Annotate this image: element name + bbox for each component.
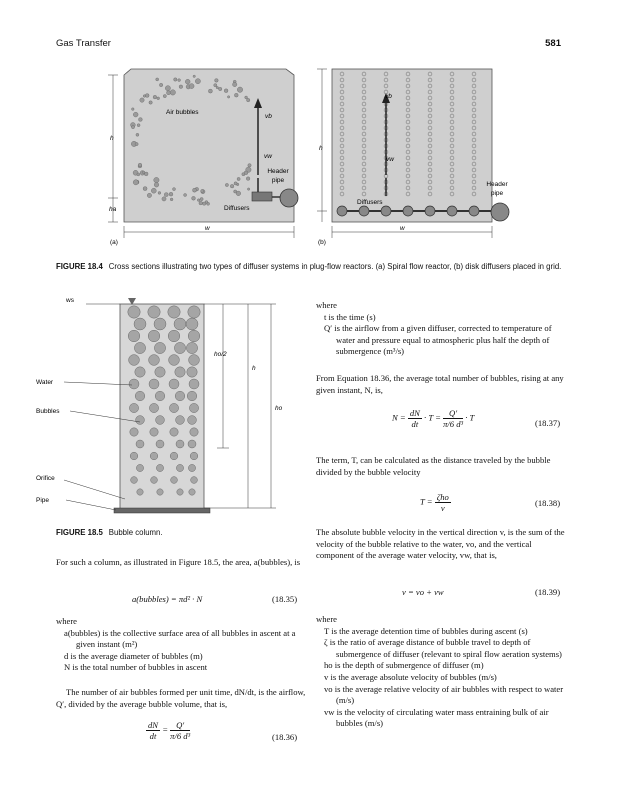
air-bubble xyxy=(164,193,168,197)
bubble xyxy=(188,306,200,318)
ho-half-dimension: ho/2 xyxy=(214,351,227,358)
bubble xyxy=(129,403,138,412)
bubble xyxy=(189,379,199,389)
bubble xyxy=(157,489,163,495)
bubble xyxy=(135,367,145,377)
disk-diffuser xyxy=(359,206,369,216)
air-bubble xyxy=(245,96,248,99)
bubble xyxy=(128,330,140,342)
bubble xyxy=(176,464,183,471)
vb-label-b: vb xyxy=(385,93,392,100)
bubble xyxy=(188,440,196,448)
right-definitions-2: where T is the average detention time of bubbles during ascent (s) ζ is the ratio of average distance of bubble travel to depth of submergence of diffuser (relevant to spiral flow aeration systems) ho is the depth of submergence of diffuser (m) v is the average absolute velocity of bubbles (m/s) vo is the average relative velocity of air bubbles with respect to water (m/s) vw is the velocity of circulating water mass entraining bulk of air bubbles (m/s) xyxy=(316,614,566,730)
bubble xyxy=(174,318,186,330)
air-bubble xyxy=(247,98,250,101)
ws-label: ws xyxy=(66,297,74,304)
bubble xyxy=(186,342,197,353)
air-bubble xyxy=(163,95,166,98)
equation-18-35-number: (18.35) xyxy=(272,594,298,604)
air-bubble xyxy=(143,187,147,191)
air-bubble xyxy=(200,198,203,201)
air-bubble xyxy=(208,89,212,93)
header-pipe-label-a2: pipe xyxy=(271,177,285,184)
figure-18-4 xyxy=(0,0,617,260)
left-paragraph-2: The number of air bubbles formed per unit time, dN/dt, is the airflow, Q′, divided by the average bubble volume, that is, xyxy=(56,687,306,709)
water-label: Water xyxy=(36,379,54,386)
panel-b-tag: (b) xyxy=(318,239,326,246)
def-T: T is the average detention time of bubbles during ascent (s) xyxy=(324,625,528,636)
bubble xyxy=(136,464,143,471)
air-bubble xyxy=(139,118,143,122)
bubble xyxy=(187,367,197,377)
vw-label-b: vw xyxy=(386,156,394,163)
bubble xyxy=(148,306,160,318)
bubble xyxy=(136,416,145,425)
def-N: N is the total number of bubbles in ascent xyxy=(64,662,208,673)
bubble xyxy=(189,403,198,412)
h-dimension-b: h xyxy=(319,145,323,152)
page-number: 581 xyxy=(545,38,561,49)
bubble xyxy=(169,403,178,412)
air-bubble xyxy=(224,89,228,93)
bubble xyxy=(176,440,184,448)
bubble xyxy=(187,391,197,401)
disk-diffuser xyxy=(447,206,457,216)
air-bubble xyxy=(132,108,135,111)
figure-18-5-caption xyxy=(56,527,163,538)
equation-18-39-number: (18.39) xyxy=(535,587,561,597)
air-bubble xyxy=(169,192,173,196)
equation-18-37-number: (18.37) xyxy=(535,418,561,428)
air-bubble xyxy=(138,163,142,167)
air-bubble xyxy=(201,189,204,192)
bubble xyxy=(150,428,158,436)
bubble xyxy=(156,440,164,448)
air-bubble xyxy=(219,87,222,90)
ha-dimension: ha xyxy=(109,206,117,213)
air-bubble xyxy=(227,96,229,98)
bubble xyxy=(191,477,198,484)
bubble xyxy=(170,452,178,460)
air-bubble xyxy=(173,188,176,191)
air-bubble xyxy=(136,133,139,136)
bubble xyxy=(154,318,166,330)
air-bubble xyxy=(154,177,159,182)
right-paragraph-3: The absolute bubble velocity in the vertical direction v, is the sum of the velocity of the bubble relative to the water, vo, and the vertical component of the average water velocity, vw, that is, xyxy=(316,527,565,561)
w-dimension-b: w xyxy=(400,225,405,232)
air-bubbles-label: Air bubbles xyxy=(166,109,199,116)
air-bubble xyxy=(170,90,175,95)
bubble xyxy=(188,330,200,342)
orifice-label: Orifice xyxy=(36,475,55,482)
caption-label: FIGURE 18.5 xyxy=(56,528,103,537)
equation-18-35: a(bubbles) = πd² · N xyxy=(132,594,203,604)
header-pipe-label-a1: Header xyxy=(267,168,289,175)
h-dimension: h xyxy=(252,365,256,372)
bubble xyxy=(156,464,163,471)
disk-diffuser-grid-diagram xyxy=(317,69,509,238)
equation-18-36-number: (18.36) xyxy=(272,732,298,742)
bubble xyxy=(169,355,180,366)
def-d: d is the average diameter of bubbles (m) xyxy=(64,650,203,661)
def-vw: vw is the velocity of circulating water mass entraining bulk of air bubbles (m/s) xyxy=(324,706,549,729)
air-bubble xyxy=(178,79,181,82)
bubble xyxy=(148,330,160,342)
air-bubble xyxy=(153,95,157,99)
air-bubble xyxy=(203,202,206,205)
def-vo: vo is the average relative velocity of air bubbles with respect to water (m/s) xyxy=(324,683,564,706)
air-bubble xyxy=(184,194,187,197)
air-bubble xyxy=(151,188,156,193)
left-intro-paragraph: For such a column, as illustrated in Figure 18.5, the area, a(bubbles), is xyxy=(56,557,301,567)
air-bubble xyxy=(159,83,162,86)
caption-text: Cross sections illustrating two types of diffuser systems in plug-flow reactors. (a) Spiral flow reactor, (b) disk diffusers placed in grid. xyxy=(108,262,562,271)
h-dimension-a: h xyxy=(110,135,114,142)
bubble xyxy=(190,452,198,460)
bubble xyxy=(154,342,165,353)
disk-diffuser xyxy=(381,206,391,216)
bubble xyxy=(130,428,138,436)
header-pipe-label-b1: Header xyxy=(486,181,508,188)
disk-diffuser xyxy=(337,206,347,216)
bubble xyxy=(155,391,165,401)
air-bubble xyxy=(135,143,138,146)
caption-label: FIGURE 18.4 xyxy=(56,262,103,271)
air-bubble xyxy=(236,191,241,196)
equation-18-38-number: (18.38) xyxy=(535,498,561,508)
air-bubble xyxy=(195,79,200,84)
equation-18-39: v = vo + vw xyxy=(402,587,444,597)
air-bubble xyxy=(237,177,240,180)
bubble xyxy=(177,489,183,495)
air-bubble xyxy=(234,93,238,97)
air-bubble xyxy=(237,87,242,92)
air-bubble xyxy=(165,86,170,91)
right-definitions-1: where t is the time (s) Q′ is the airflow from a given diffuser, corrected to temperature of water and pressure equal to atmospheric plus half the depth of submergence (m³/s) xyxy=(316,300,566,358)
air-bubble xyxy=(215,79,219,83)
bubble xyxy=(149,379,159,389)
bubble xyxy=(189,489,195,495)
air-bubble xyxy=(247,188,249,190)
equation-18-38: T = $\frac{\text{ζho}}{v}$ xyxy=(420,492,449,513)
air-bubble xyxy=(179,85,183,89)
disk-diffuser xyxy=(403,206,413,216)
bubble xyxy=(151,477,158,484)
vb-label-a: vb xyxy=(265,113,272,120)
air-bubble xyxy=(142,171,145,174)
air-bubble xyxy=(170,198,173,201)
bubble xyxy=(190,428,198,436)
bubble xyxy=(131,477,138,484)
def-ho: ho is the depth of submergence of diffuser (m) xyxy=(324,660,484,671)
caption-text: Bubble column. xyxy=(108,528,163,537)
def-a-bubbles: a(bubbles) is the collective surface area of all bubbles in ascent at a given instant (m²) xyxy=(64,627,296,650)
air-bubble xyxy=(234,182,237,185)
bubble xyxy=(128,306,140,318)
bubble xyxy=(130,452,138,460)
bubble xyxy=(175,391,185,401)
bubble xyxy=(155,367,165,377)
air-bubble xyxy=(189,84,194,89)
bubble xyxy=(189,355,200,366)
bubble xyxy=(137,489,143,495)
equation-18-37: N = $\frac{dN}{dt}$ · T = $\frac{Q'}{\text{π/6 d³}}$ · T xyxy=(392,408,475,429)
air-bubble xyxy=(216,86,218,88)
bubble xyxy=(168,306,180,318)
bubble xyxy=(174,342,185,353)
figure-18-4-caption xyxy=(56,261,566,272)
bubble xyxy=(188,416,197,425)
air-bubble xyxy=(185,79,190,84)
bubble xyxy=(134,342,145,353)
bubble xyxy=(170,428,178,436)
bubble xyxy=(129,379,139,389)
bubble xyxy=(149,355,160,366)
bubble xyxy=(188,464,195,471)
bubble xyxy=(176,416,185,425)
air-bubble xyxy=(133,180,138,185)
disk-diffuser xyxy=(469,206,479,216)
bubble xyxy=(150,452,158,460)
bubble xyxy=(175,367,185,377)
bubble xyxy=(169,379,179,389)
air-bubble xyxy=(154,183,159,188)
def-v: v is the average absolute velocity of bubbles (m/s) xyxy=(324,671,497,682)
panel-a-tag: (a) xyxy=(110,239,118,246)
vw-label-a: vw xyxy=(264,153,272,160)
air-bubble xyxy=(158,192,161,195)
diffusers-label-a: Diffusers xyxy=(224,205,250,212)
air-bubble xyxy=(131,126,134,129)
air-bubble xyxy=(137,173,140,176)
equation-18-36: $\frac{dN}{dt}$ = $\frac{Q'}{\text{π/6 d³}}$ xyxy=(148,720,191,741)
bubble xyxy=(171,477,178,484)
bubble xyxy=(134,318,146,330)
bubble xyxy=(186,318,198,330)
air-bubble xyxy=(174,78,177,81)
air-bubble xyxy=(230,184,234,188)
right-paragraph-1: From Equation 18.36, the average total number of bubbles, rising at any given instant, N, is, xyxy=(316,373,564,395)
ho-dimension: ho xyxy=(275,405,283,412)
air-bubble xyxy=(193,75,195,77)
air-bubble xyxy=(193,188,197,192)
bubbles-label: Bubbles xyxy=(36,408,60,415)
bubble xyxy=(168,330,180,342)
air-bubble xyxy=(157,97,160,100)
air-bubble xyxy=(214,84,217,87)
air-bubble xyxy=(143,95,146,98)
bubble xyxy=(135,391,145,401)
header-pipe-label-b2: pipe xyxy=(490,190,504,197)
diffusers-label-b: Diffusers xyxy=(357,199,383,206)
bubble xyxy=(149,403,158,412)
left-definitions-1: where a(bubbles) is the collective surface area of all bubbles in ascent at a given instant (m²) d is the average diameter of bubbles (m) N is the total number of bubbles in ascent xyxy=(56,616,306,674)
bubble xyxy=(129,355,140,366)
air-bubble xyxy=(167,91,171,95)
air-bubble xyxy=(140,98,144,102)
air-bubble xyxy=(156,78,159,81)
bubble xyxy=(156,416,165,425)
air-bubble xyxy=(133,112,138,117)
disk-diffuser xyxy=(425,206,435,216)
air-bubble xyxy=(244,171,248,175)
air-bubble xyxy=(197,199,200,202)
w-dimension-a: w xyxy=(205,225,210,232)
air-bubble xyxy=(137,124,140,127)
air-bubble xyxy=(246,177,250,181)
def-Q-prime: Q′ is the airflow from a given diffuser, corrected to temperature of water and pressure equal to atmospheric plus half the depth of submergence (m³/s) xyxy=(324,323,552,357)
air-bubble xyxy=(192,196,196,200)
right-paragraph-2: The term, T, can be calculated as the distance traveled by the bubble divided by the bubble velocity xyxy=(316,455,551,477)
running-header-title: Gas Transfer xyxy=(56,38,111,49)
air-bubble xyxy=(199,201,203,205)
air-bubble xyxy=(233,82,237,86)
def-zeta: ζ is the ratio of average distance of bubble travel to depth of submergence of diffuser (relevant to spiral flow aeration systems) xyxy=(324,637,562,659)
air-bubble xyxy=(149,101,152,104)
pipe-label: Pipe xyxy=(36,497,50,504)
air-bubble xyxy=(147,193,151,197)
air-bubble xyxy=(225,183,228,186)
def-t: t is the time (s) xyxy=(324,311,376,322)
air-bubble xyxy=(248,164,251,167)
air-bubble xyxy=(162,197,166,201)
bubble xyxy=(136,440,144,448)
